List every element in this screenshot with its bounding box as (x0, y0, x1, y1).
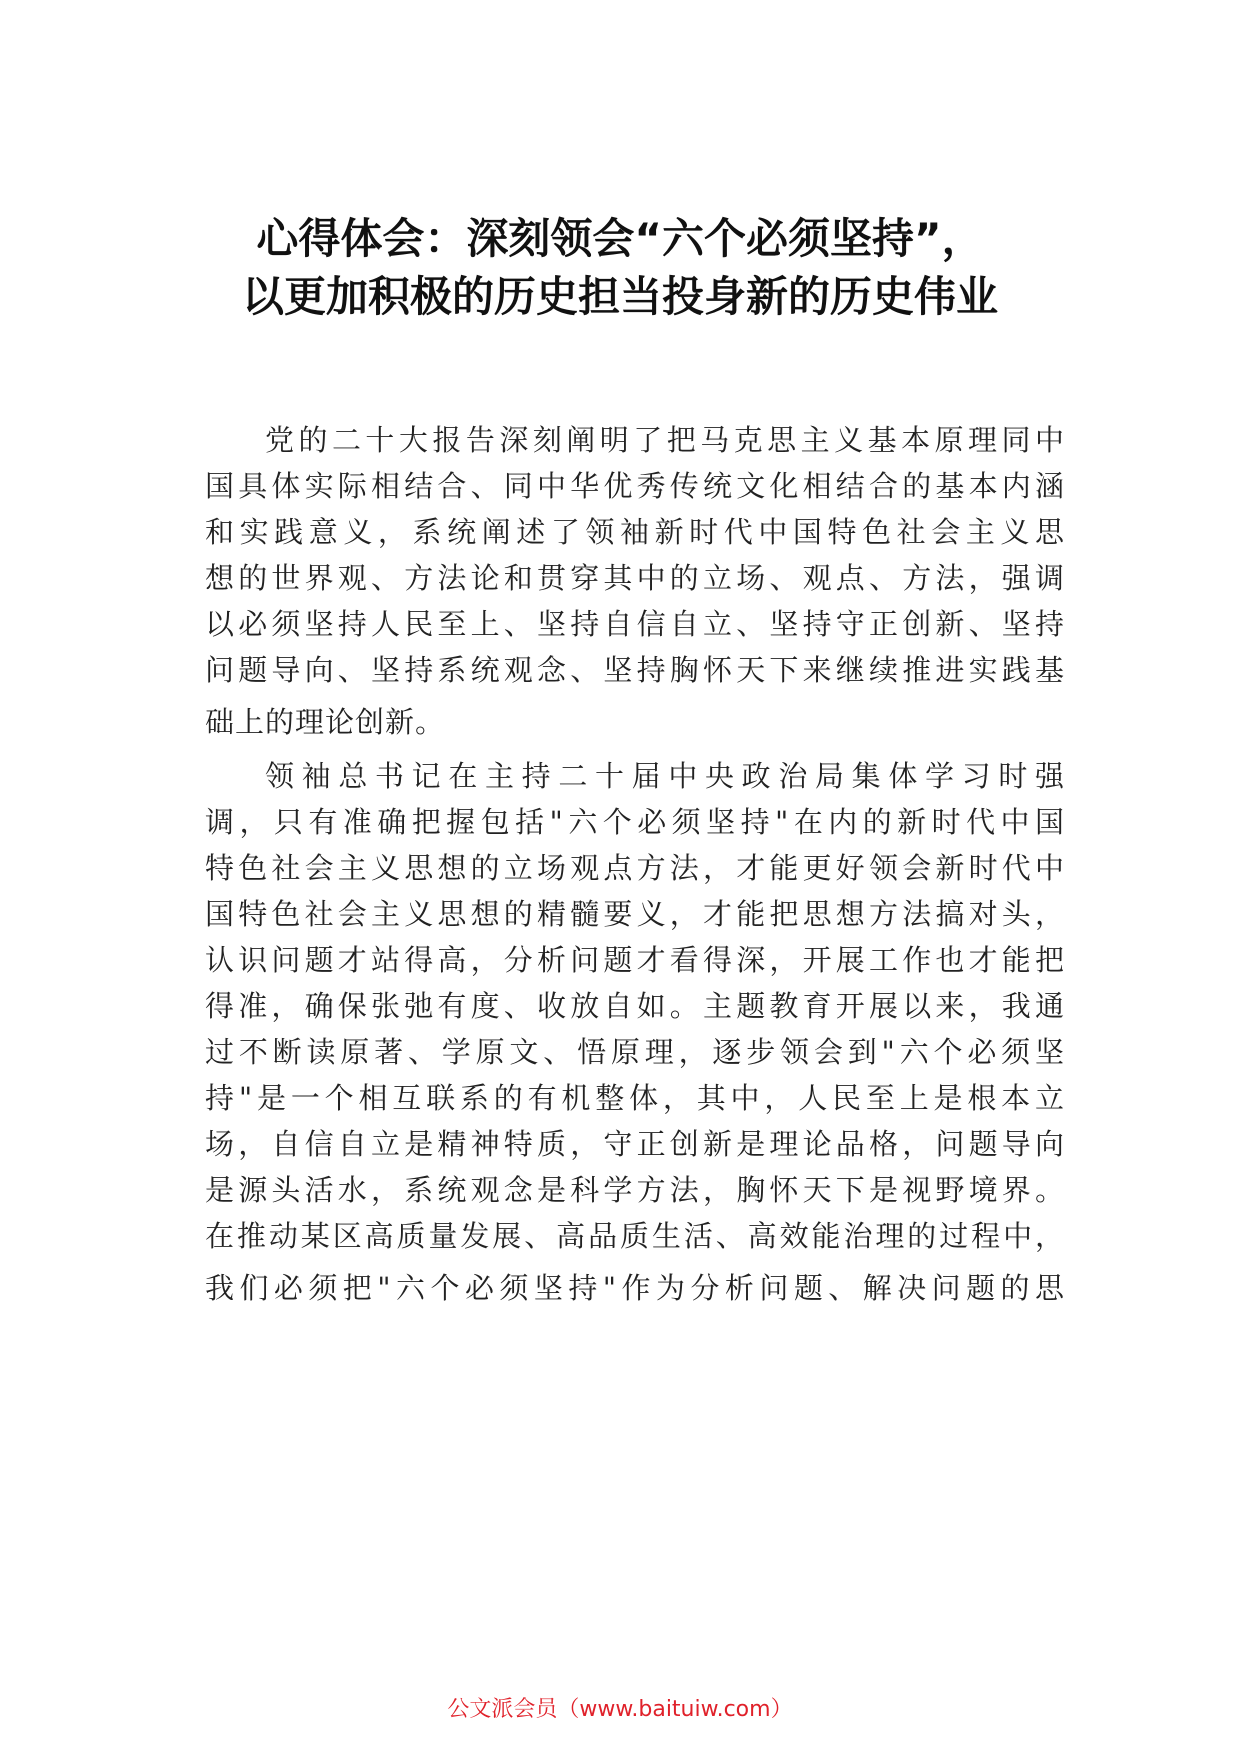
paragraph-2-line: 过不断读原著、学原文、悟原理，逐步领会到"六个必须坚 (205, 1035, 1065, 1069)
paragraph-2-line: 得准，确保张弛有度、收放自如。主题教育开展以来，我通 (205, 989, 1065, 1023)
paragraph-1-line: 党的二十大报告深刻阐明了把马克思主义基本原理同中 (265, 423, 1065, 457)
paragraph-1-line: 以必须坚持人民至上、坚持自信自立、坚持守正创新、坚持 (205, 607, 1065, 641)
paragraph-2-line: 在推动某区高质量发展、高品质生活、高效能治理的过程中， (205, 1219, 1065, 1253)
paragraph-2-line: 是源头活水，系统观念是科学方法，胸怀天下是视野境界。 (205, 1173, 1065, 1207)
paragraph-2-line: 特色社会主义思想的立场观点方法，才能更好领会新时代中 (205, 851, 1065, 885)
title-line-2: 以更加积极的历史担当投身新的历史伟业 (241, 272, 998, 321)
paragraph-2-line: 场，自信自立是精神特质，守正创新是理论品格，问题导向 (205, 1127, 1065, 1161)
paragraph-1-line: 问题导向、坚持系统观念、坚持胸怀天下来继续推进实践基 (205, 653, 1065, 687)
title-line-1: 心得体会：深刻领会“六个必须坚持”， (256, 214, 984, 263)
paragraph-2-line: 领袖总书记在主持二十届中央政治局集体学习时强 (265, 759, 1065, 793)
document-title (0, 210, 1240, 326)
paragraph-1-line: 础上的理论创新。 (205, 705, 446, 739)
paragraph-1-line: 想的世界观、方法论和贯穿其中的立场、观点、方法，强调 (205, 561, 1065, 595)
paragraph-1-line: 和实践意义，系统阐述了领袖新时代中国特色社会主义思 (205, 515, 1065, 549)
paragraph-2-line: 调，只有准确把握包括"六个必须坚持"在内的新时代中国 (205, 805, 1065, 839)
paragraph-2-line: 我们必须把"六个必须坚持"作为分析问题、解决问题的思 (205, 1271, 1065, 1305)
paragraph-2-line: 认识问题才站得高，分析问题才看得深，开展工作也才能把 (205, 943, 1065, 977)
paragraph-2-line: 持"是一个相互联系的有机整体，其中，人民至上是根本立 (205, 1081, 1065, 1115)
paragraph-1-line: 国具体实际相结合、同中华优秀传统文化相结合的基本内涵 (205, 469, 1065, 503)
footer-watermark: 公文派会员（www.baituiw.com） (447, 1697, 793, 1722)
paragraph-2-line: 国特色社会主义思想的精髓要义，才能把思想方法搞对头， (205, 897, 1065, 931)
